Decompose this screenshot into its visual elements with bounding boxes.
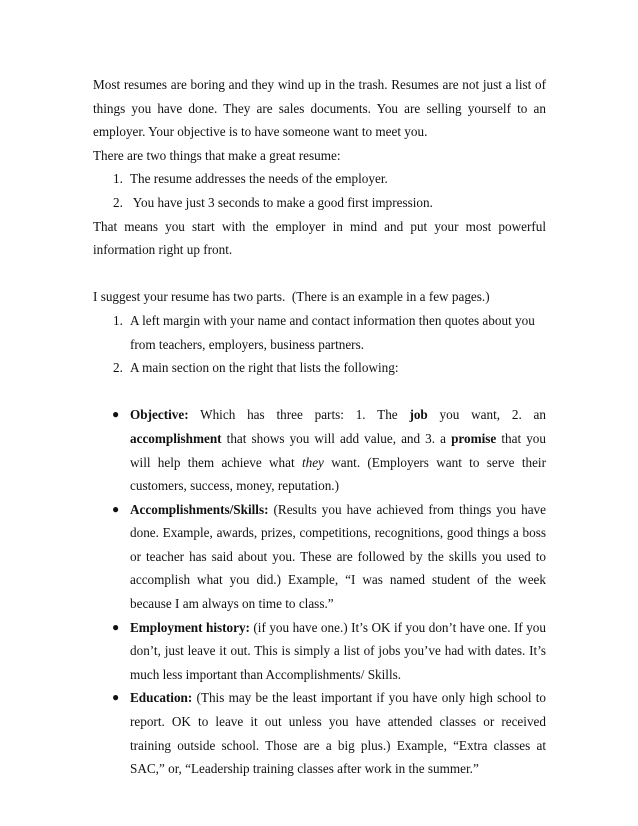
bullet-icon: ● bbox=[112, 619, 120, 634]
list-number: 1. bbox=[113, 312, 123, 328]
section-label: Accomplishments/Skills: bbox=[130, 501, 269, 517]
text-line: done. Example, awards, prizes, competitions, recognitions, good things a boss bbox=[130, 525, 546, 541]
text-line bbox=[130, 427, 546, 451]
section-label: Education: bbox=[130, 690, 193, 706]
text-line: report. OK to leave it out unless you have attended classes or received bbox=[130, 714, 546, 730]
numbered-list-2 bbox=[93, 309, 546, 380]
text-line: That means you start with the employer in mind and put your most powerful bbox=[93, 218, 546, 234]
bullet-objective bbox=[93, 403, 546, 497]
emphasis: they bbox=[301, 454, 324, 470]
list-item-text: A left margin with your name and contact information then quotes about you bbox=[130, 312, 535, 328]
text-run: you want, 2. an bbox=[427, 407, 546, 423]
list-number: 2. bbox=[113, 194, 123, 210]
list-item-text: You have just 3 seconds to make a good first impression. bbox=[130, 194, 433, 210]
spacer bbox=[93, 380, 546, 404]
list-item-text: from teachers, employers, business partners. bbox=[130, 336, 365, 352]
bullet-icon: ● bbox=[112, 501, 120, 516]
bullet-list bbox=[93, 403, 546, 781]
emphasis: accomplishment bbox=[130, 430, 222, 446]
text-run: (This may be the least important if you have only high school to bbox=[192, 690, 546, 706]
text-line: training outside school. Those are a big plus.) Example, “Extra classes at bbox=[130, 737, 546, 753]
employer-paragraph bbox=[93, 215, 546, 262]
text-line: don’t, just leave it out. This is simply a list of jobs you’ve had with dates. It’s bbox=[130, 643, 546, 659]
text-run: want. (Employers want to serve their bbox=[323, 454, 546, 470]
list-item bbox=[93, 167, 546, 191]
text-line: because I am always on time to class.” bbox=[130, 596, 334, 612]
list-item bbox=[93, 356, 546, 380]
text-line bbox=[130, 686, 546, 710]
bullet-icon: ● bbox=[112, 690, 120, 705]
section-label: Employment history: bbox=[130, 619, 250, 635]
bullet-education bbox=[93, 686, 546, 780]
text-line: information right up front. bbox=[93, 242, 233, 258]
text-line: accomplish what you did.) Example, “I was named student of the week bbox=[130, 572, 546, 588]
list-item bbox=[93, 309, 546, 356]
text-line bbox=[130, 498, 546, 522]
list-item-text: The resume addresses the needs of the employer. bbox=[130, 171, 388, 187]
text-run: that shows you will add value, and 3. a bbox=[221, 430, 452, 446]
text-line: or teacher has said about you. These are followed by the skills you used to bbox=[130, 548, 546, 564]
emphasis: promise bbox=[451, 430, 497, 446]
text-line: SAC,” or, “Leadership training classes after work in the summer.” bbox=[130, 761, 479, 777]
bullet-accomplishments bbox=[93, 498, 546, 616]
section-label: Objective: bbox=[130, 407, 189, 423]
great-resume-intro: There are two things that make a great resume: bbox=[93, 147, 341, 163]
bullet-employment bbox=[93, 616, 546, 687]
text-line: much less important than Accomplishments/ Skills. bbox=[130, 666, 402, 682]
text-line bbox=[130, 403, 546, 427]
list-item-text: A main section on the right that lists the following: bbox=[130, 360, 399, 376]
list-number: 2. bbox=[113, 360, 123, 376]
list-number: 1. bbox=[113, 171, 123, 187]
numbered-list-1 bbox=[93, 167, 546, 214]
intro-paragraph bbox=[93, 73, 546, 144]
text-line bbox=[130, 451, 546, 475]
two-parts-intro: I suggest your resume has two parts. (There is an example in a few pages.) bbox=[93, 289, 490, 305]
spacer bbox=[93, 262, 546, 286]
text-run: Which has three parts: 1. The bbox=[188, 407, 410, 423]
text-run: that you bbox=[496, 430, 546, 446]
text-line bbox=[130, 616, 546, 640]
text-run: (if you have one.) It’s OK if you don’t have one. If you bbox=[249, 619, 546, 635]
emphasis: job bbox=[409, 407, 428, 423]
text-run: (Results you have achieved from things you have bbox=[268, 501, 546, 517]
text-line: employer. Your objective is to have someone want to meet you. bbox=[93, 124, 428, 140]
text-line: things you have done. They are sales documents. You are selling yourself to an bbox=[93, 100, 546, 116]
text-line: Most resumes are boring and they wind up in the trash. Resumes are not just a list of bbox=[93, 77, 546, 92]
bullet-icon: ● bbox=[112, 407, 120, 422]
list-item bbox=[93, 191, 546, 215]
text-line: customers, success, money, reputation.) bbox=[130, 478, 339, 494]
text-run: will help them achieve what bbox=[130, 454, 302, 470]
